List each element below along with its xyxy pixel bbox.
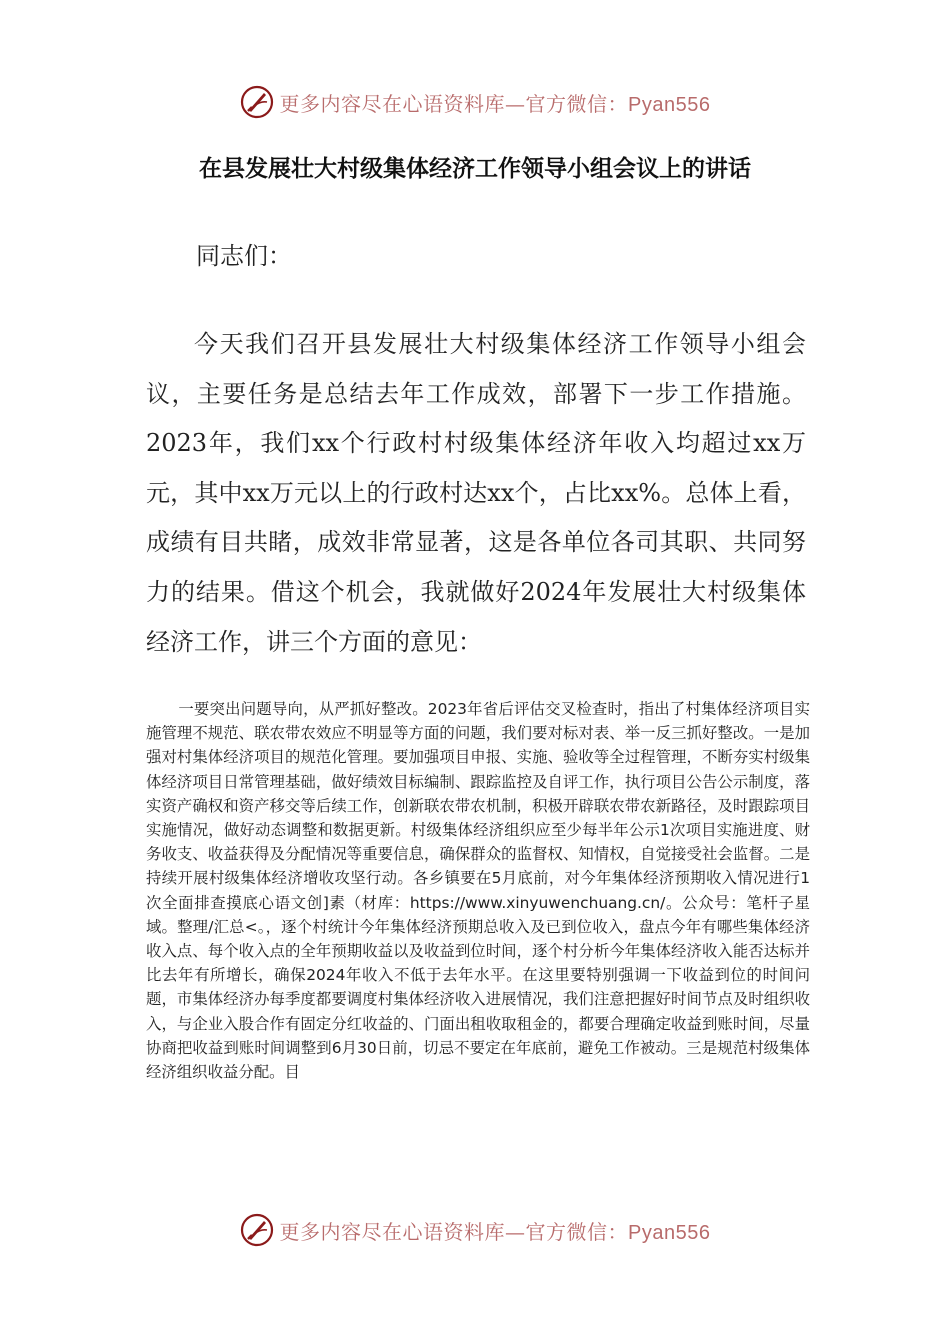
- quill-logo-icon: [240, 85, 274, 119]
- lead-paragraph: 今天我们召开县发展壮大村级集体经济工作领导小组会议，主要任务是总结去年工作成效，部署下一步工作措施。2023年，我们xx个行政村村级集体经济年收入均超过xx万元，其中xx万元以上的行政村达xx个，占比xx%。总体上看，成绩有目共睹，成效非常显著，这是各单位各司其职、共同努力的结果。借这个机会，我就做好2024年发展壮大村级集体经济工作，讲三个方面的意见：: [146, 330, 806, 656]
- header-banner: [0, 82, 950, 122]
- banner-caption: 更多内容尽在心语资料库—官方微信：: [279, 91, 629, 116]
- page-title: 在县发展壮大村级集体经济工作领导小组会议上的讲话: [199, 155, 751, 182]
- banner-wechat-id: Pyan556: [628, 1221, 711, 1244]
- banner-caption: 更多内容尽在心语资料库—官方微信：: [279, 1219, 629, 1244]
- footer-banner: [0, 1210, 950, 1250]
- salutation: 同志们：: [196, 242, 292, 270]
- banner-text: [280, 88, 711, 117]
- quill-logo-icon: [240, 1213, 274, 1247]
- banner-text: [280, 1216, 711, 1245]
- banner-wechat-id: Pyan556: [628, 93, 711, 116]
- body-paragraph: 一要突出问题导向，从严抓好整改。2023年省后评估交叉检查时，指出了村集体经济项目实施管理不规范、联农带农效应不明显等方面的问题，我们要对标对表、举一反三抓好整改。一是加强对村集体经济项目的规范化管理。要加强项目申报、实施、验收等全过程管理，不断夯实村级集体经济项目日常管理基础，做好绩效目标编制、跟踪监控及自评工作，执行项目公告公示制度，落实资产确权和资产移交等后续工作，创新联农带农机制，积极开辟联农带农新路径，及时跟踪项目实施情况，做好动态调整和数据更新。村级集体经济组织应至少每半年公示1次项目实施进度、财务收支、收益获得及分配情况等重要信息，确保群众的监督权、知情权，自觉接受社会监督。二是持续开展村级集体经济增收攻坚行动。各乡镇要在5月底前，对今年集体经济预期收入情况进行1次全面排查摸底心语文创]素（材库：https://www.xinyuwenchuang.cn/。公众号：笔杆子星域。整理/汇总<。，逐个村统计今年集体经济预期总收入及已到位收入，盘点今年有哪些集体经济收入点、每个收入点的全年预期收益以及收益到位时间，逐个村分析今年集体经济收入能否达标并比去年有所增长，确保2024年收入不低于去年水平。在这里要特别强调一下收益到位的时间问题，市集体经济办每季度都要调度村集体经济收入进展情况，我们注意把握好时间节点及时组织收入，与企业入股合作有固定分红收益的、门面出租收取租金的，都要合理确定收益到账时间，尽量协商把收益到账时间调整到6月30日前，切忌不要定在年底前，避免工作被动。三是规范村级集体经济组织收益分配。目: [146, 700, 810, 1082]
